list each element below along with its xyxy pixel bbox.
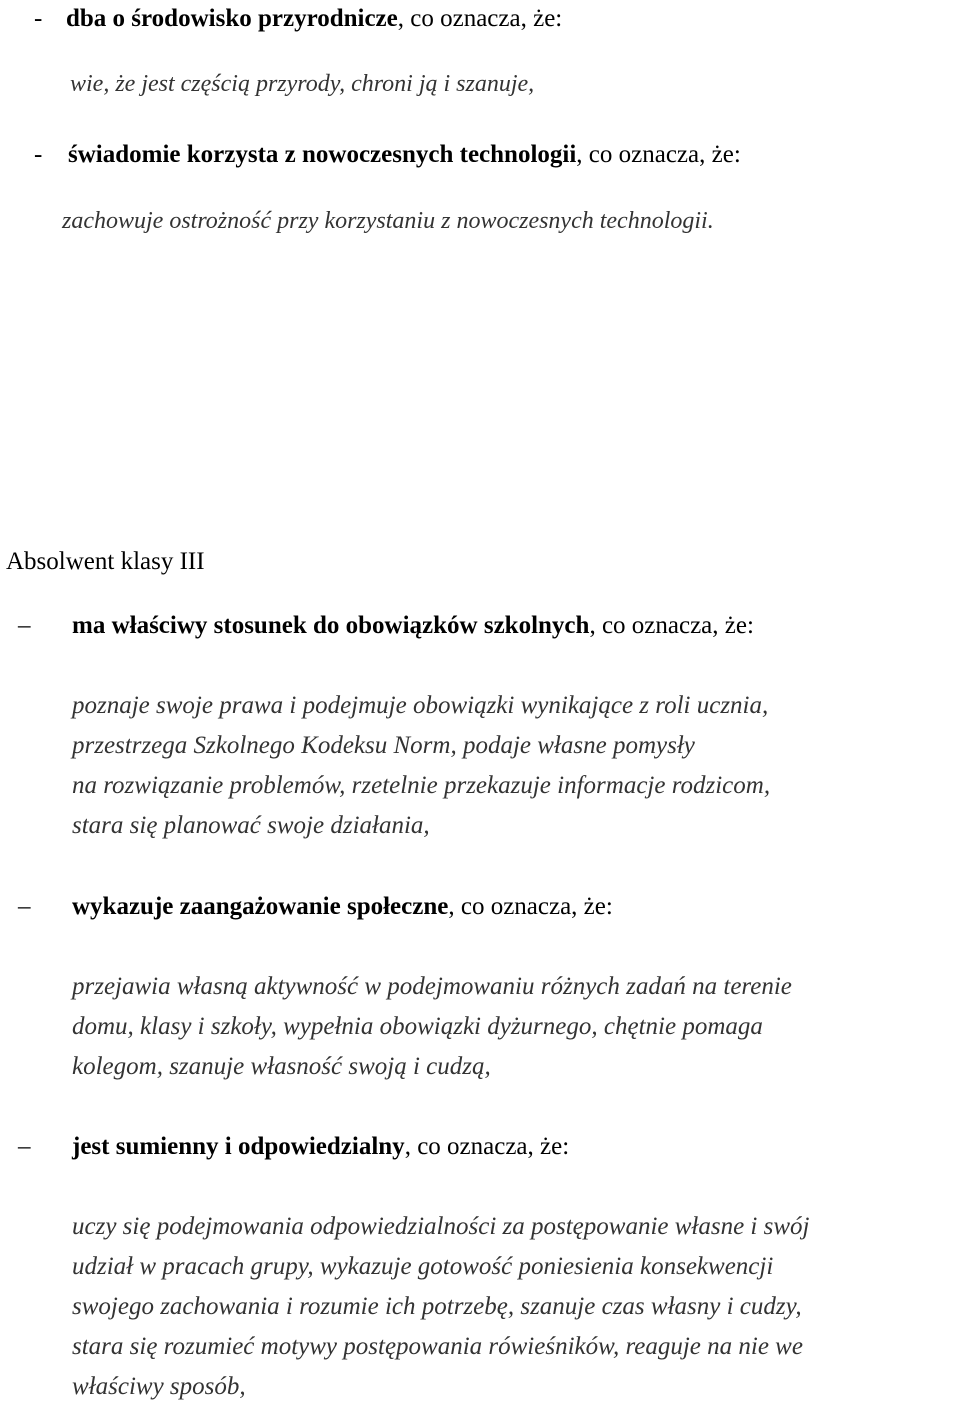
section-heading: Absolwent klasy III [6, 548, 205, 575]
criterion-suffix: , co oznacza, że: [589, 612, 754, 639]
list-dash: - [34, 5, 43, 32]
criterion-heading [68, 142, 741, 167]
criterion-description-line: przestrzega Szkolnego Kodeksu Norm, podaje własne pomysły [72, 732, 695, 759]
criterion-description-line: domu, klasy i szkoły, wypełnia obowiązki dyżurnego, chętnie pomaga [72, 1013, 763, 1040]
criterion-suffix: , co oznacza, że: [397, 5, 563, 32]
criterion-description-line: swojego zachowania i rozumie ich potrzebę, szanuje czas własny i cudzy, [72, 1293, 802, 1320]
criterion-suffix: , co oznacza, że: [404, 1133, 570, 1160]
criterion-title: świadomie korzysta z nowoczesnych technologii [68, 141, 577, 168]
criterion-description-line: kolegom, szanuje własność swoją i cudzą, [72, 1053, 491, 1080]
criterion-description-line: właściwy sposób, [72, 1373, 246, 1400]
list-dash: - [34, 141, 43, 168]
list-dash: – [18, 893, 31, 920]
criterion-heading [66, 6, 562, 31]
criterion-title: wykazuje zaangażowanie społeczne [72, 893, 449, 920]
criterion-description-line: poznaje swoje prawa i podejmuje obowiązki wynikające z roli ucznia, [72, 692, 769, 719]
criterion-suffix: , co oznacza, że: [576, 141, 741, 168]
criterion-description-line: stara się planować swoje działania, [72, 812, 430, 839]
criterion-description-line: zachowuje ostrożność przy korzystaniu z nowoczesnych technologii. [62, 208, 714, 234]
criterion-title: jest sumienny i odpowiedzialny [72, 1133, 405, 1160]
criterion-heading [72, 613, 754, 638]
criterion-title: ma właściwy stosunek do obowiązków szkolnych [72, 612, 590, 639]
criterion-description-line: na rozwiązanie problemów, rzetelnie przekazuje informacje rodzicom, [72, 772, 771, 799]
criterion-description-line: uczy się podejmowania odpowiedzialności za postępowanie własne i swój [72, 1213, 810, 1240]
criterion-heading [72, 894, 613, 919]
list-dash: – [18, 612, 31, 639]
criterion-description-line: wie, że jest częścią przyrody, chroni ją i szanuje, [70, 71, 535, 97]
criterion-suffix: , co oznacza, że: [448, 893, 613, 920]
criterion-description-line: stara się rozumieć motywy postępowania rówieśników, reaguje na nie we [72, 1333, 803, 1360]
criterion-heading [72, 1134, 569, 1159]
list-dash: – [18, 1133, 31, 1160]
criterion-title: dba o środowisko przyrodnicze [66, 5, 398, 32]
criterion-description-line: udział w pracach grupy, wykazuje gotowość poniesienia konsekwencji [72, 1253, 774, 1280]
criterion-description-line: przejawia własną aktywność w podejmowaniu różnych zadań na terenie [72, 973, 792, 1000]
